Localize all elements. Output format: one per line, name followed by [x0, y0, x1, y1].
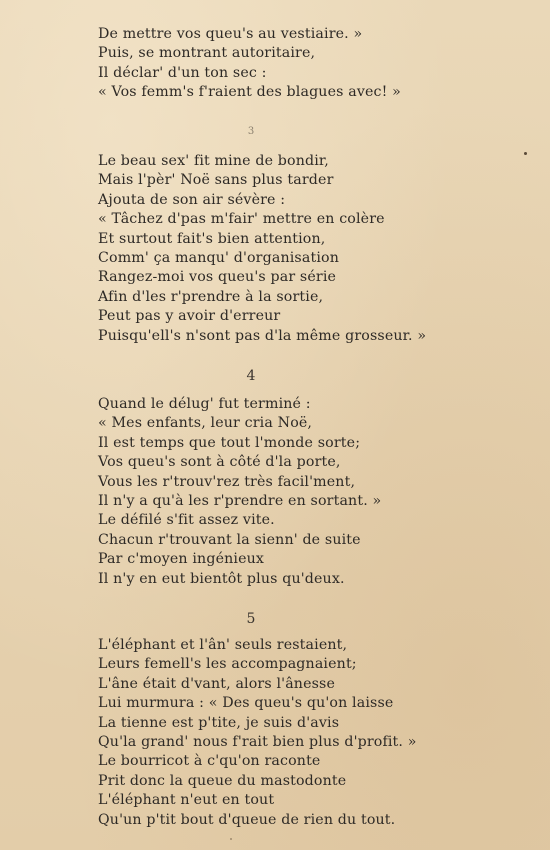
verse-line: Et surtout fait's bien attention, [98, 230, 326, 247]
verse-line: L'âne était d'vant, alors l'ânesse [98, 675, 336, 692]
stanza-number-5: 5 [246, 611, 256, 627]
stanza-number-3: 3 [247, 126, 255, 137]
verse-line: Vos queu's sont à côté d'la porte, [98, 454, 341, 471]
verse-line: Il n'y en eut bientôt plus qu'deux. [98, 570, 345, 587]
paper-speck [230, 838, 232, 840]
verse-line: La tienne est p'tite, je suis d'avis [98, 714, 340, 731]
verse-line: Puis, se montrant autoritaire, [98, 45, 316, 62]
verse-line: Qu'un p'tit bout d'queue de rien du tout. [98, 811, 396, 828]
stanza-number-4: 4 [246, 368, 256, 384]
verse-line: « Tâchez d'pas m'fair' mettre en colère [98, 211, 385, 228]
verse-line: Prit donc la queue du mastodonte [98, 772, 347, 789]
verse-line: Leurs femell's les accompagnaient; [98, 656, 357, 673]
verse-line: Par c'moyen ingénieux [98, 551, 265, 568]
verse-line: Le beau sex' fit mine de bondir, [98, 153, 329, 169]
verse-line: « Mes enfants, leur cria Noë, [98, 415, 313, 432]
verse-line: Chacun r'trouvant la sienn' de suite [98, 531, 361, 548]
verse-line: Le défilé s'fit assez vite. [98, 512, 275, 529]
verse-line: Afin d'les r'prendre à la sortie, [98, 288, 324, 305]
verse-line: Le bourricot à c'qu'on raconte [98, 753, 321, 770]
paper-speck [524, 152, 527, 155]
verse-line: Il n'y a qu'à les r'prendre en sortant. » [98, 493, 382, 510]
verse-line: L'éléphant n'eut en tout [98, 792, 275, 809]
verse-line: Comm' ça manqu' d'organisation [98, 250, 339, 267]
stanza-4 [98, 395, 381, 589]
stanza-5 [98, 636, 417, 830]
verse-line: Puisqu'ell's n'sont pas d'la même grosseur. » [98, 327, 427, 344]
stanza-3 [98, 152, 426, 346]
verse-line: Qu'la grand' nous f'rait bien plus d'profit. » [98, 734, 417, 751]
verse-line: Ajouta de son air sévère : [98, 191, 286, 208]
verse-line: L'éléphant et l'ân' seuls restaient, [98, 637, 348, 653]
verse-line: De mettre vos queu's au vestiaire. » [98, 26, 363, 42]
verse-line: Rangez-moi vos queu's par série [98, 269, 337, 286]
verse-line: Quand le délug' fut terminé : [98, 396, 311, 412]
verse-line: Mais l'pèr' Noë sans plus tarder [98, 172, 334, 189]
verse-line: Peut pas y avoir d'erreur [98, 308, 281, 325]
verse-line: Il est temps que tout l'monde sorte; [98, 434, 361, 451]
verse-line: « Vos femm's f'raient des blagues avec! » [98, 84, 401, 101]
verse-line: Il déclar' d'un ton sec : [98, 64, 267, 81]
verse-line: Lui murmura : « Des queu's qu'on laisse [98, 695, 394, 712]
stanza-top [98, 25, 401, 103]
verse-line: Vous les r'trouv'rez très facil'ment, [98, 473, 356, 490]
